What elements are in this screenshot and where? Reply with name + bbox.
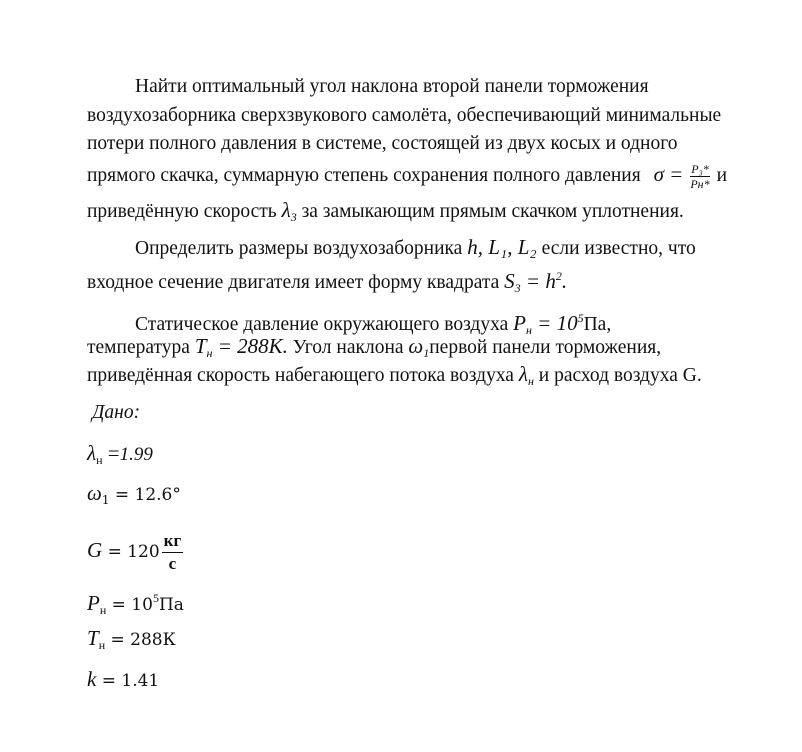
text: приведённую скорость bbox=[87, 201, 277, 222]
lambda-h-symbol: $\lambda_н$ bbox=[518, 362, 534, 388]
pressure-ratio-fraction bbox=[690, 162, 710, 191]
text-line bbox=[87, 162, 727, 191]
given-lambda: $\lambda_н =1.99$ bbox=[87, 441, 153, 467]
dimensions-formula: h, L₁, L₂ bbox=[467, 235, 537, 259]
text: приведённая скорость набегающего потока воздуха bbox=[87, 365, 514, 386]
lambda3-symbol: $\lambda_3$ bbox=[281, 198, 297, 224]
text-line bbox=[87, 362, 702, 393]
given-k: k = 1.41 bbox=[87, 667, 160, 691]
text: температура bbox=[87, 337, 190, 358]
given-pressure: $P_н = 10^5Па$ bbox=[87, 591, 184, 617]
text: Статическое давление окружающего воздуха bbox=[135, 314, 509, 335]
text: первой панели торможения, bbox=[429, 337, 662, 358]
area-formula: $S_3 = h^2$. bbox=[504, 269, 568, 295]
text: за замыкающим прямым скачком уплотнения. bbox=[301, 201, 684, 222]
text: Па, bbox=[583, 314, 612, 335]
unit-fraction: $\frac{кг}{с}$ bbox=[163, 531, 182, 573]
text-line: потери полного давления в системе, состоящей из двух косых и одного bbox=[87, 133, 678, 154]
text: и расход воздуха G. bbox=[538, 365, 702, 386]
given-temperature: $T_н = 288К$ bbox=[87, 626, 176, 652]
sigma-formula: σ = bbox=[653, 162, 684, 186]
fraction-denominator: Pн* bbox=[690, 177, 710, 192]
omega1-symbol: $\omega_1$ bbox=[408, 334, 430, 360]
temperature-formula: $T_н = 288К$. bbox=[194, 334, 288, 360]
text: Определить размеры воздухозаборника bbox=[135, 238, 463, 259]
text-line bbox=[87, 264, 567, 300]
text-line bbox=[135, 235, 696, 261]
text: если известно, что bbox=[541, 238, 696, 259]
text-line bbox=[87, 334, 661, 365]
fraction-numerator: P₃* bbox=[691, 162, 709, 177]
text: входное сечение двигателя имеет форму квадрата bbox=[87, 272, 500, 293]
given-omega: $\omega_1 = 12.6^\circ$ bbox=[87, 481, 181, 507]
text: и bbox=[716, 165, 728, 186]
text-line bbox=[87, 198, 684, 229]
text-line: Найти оптимальный угол наклона второй панели торможения bbox=[135, 76, 649, 97]
text: Угол наклона bbox=[292, 337, 404, 358]
text-line: воздухозаборника сверхзвукового самолёта, обеспечивающий минимальные bbox=[87, 105, 722, 126]
text: прямого скачка, суммарную степень сохранения полного давления bbox=[87, 165, 641, 186]
pressure-formula: $P_н = 10^5$ bbox=[513, 311, 584, 337]
given-mass-flow: G = 120 $\frac{кг}{с}$ bbox=[87, 531, 182, 573]
given-title: Дано: bbox=[92, 402, 141, 423]
